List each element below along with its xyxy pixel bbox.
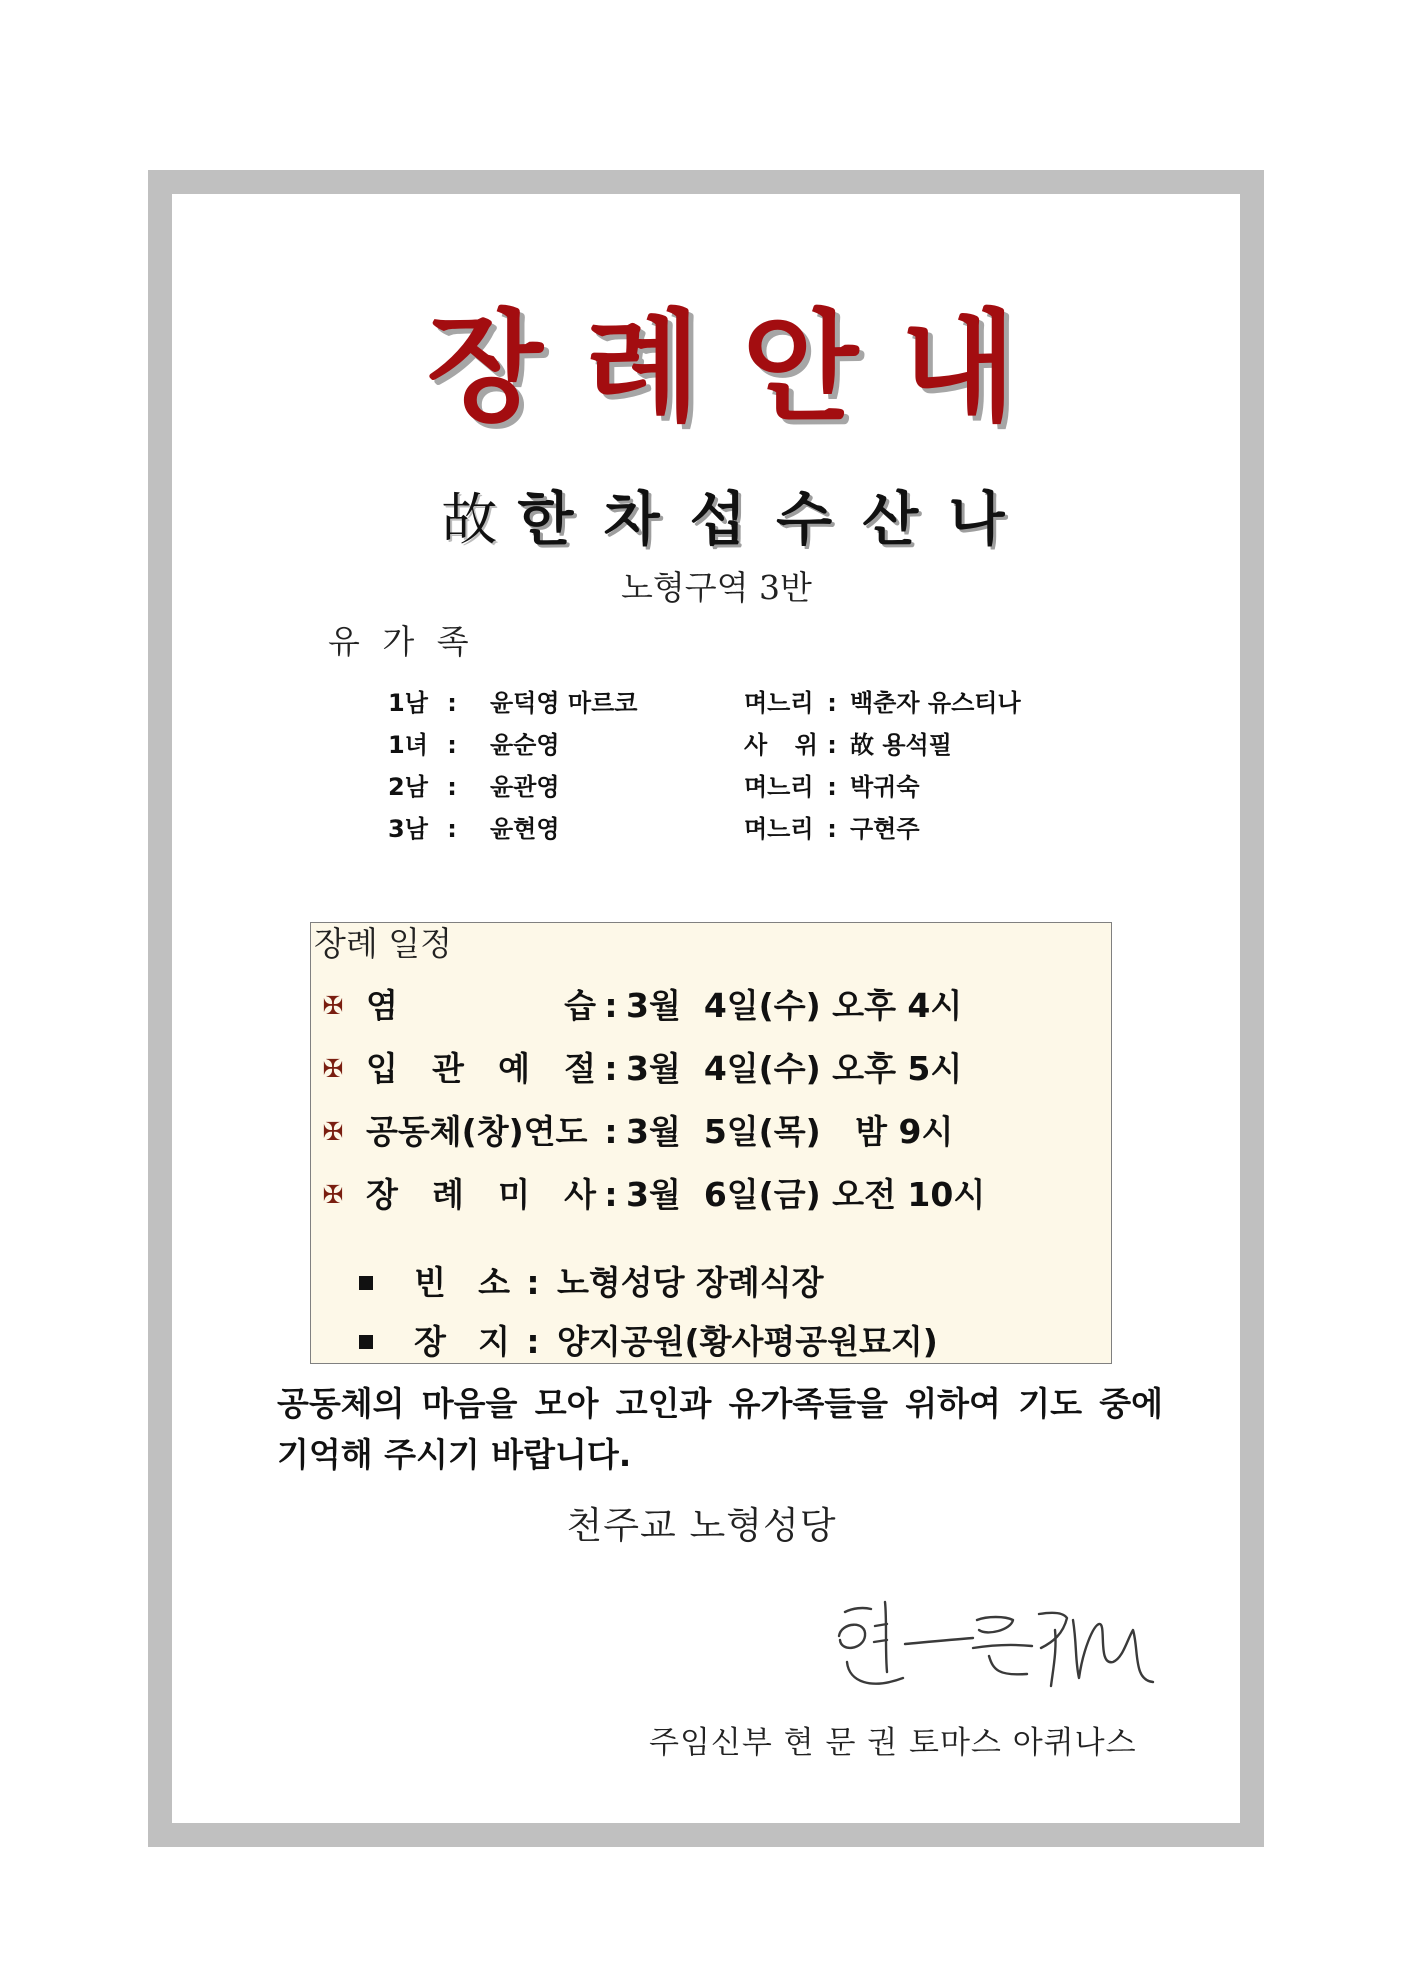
separator: : [447, 731, 457, 759]
schedule-item [311, 1107, 1111, 1157]
parish-name: 천주교 노형성당 [566, 1504, 837, 1547]
relation-label: 사 위 [744, 731, 818, 759]
separator: : [526, 1322, 540, 1361]
family-member-name: 故 용석필 [850, 731, 952, 759]
separator: : [447, 689, 457, 717]
pastor-signature-line: 주임신부 현 문 권 토마스 아퀴나스 [649, 1725, 1137, 1761]
maltese-cross-icon [319, 1107, 347, 1157]
schedule-item-label: 염 습 [366, 986, 596, 1025]
separator: : [827, 689, 837, 717]
place-item [311, 1317, 1111, 1367]
schedule-item-time: 3월 6일(금) 오전 10시 [626, 1175, 986, 1214]
relation-label: 3남 [388, 815, 428, 843]
separator: : [827, 815, 837, 843]
square-bullet-icon [359, 1335, 373, 1349]
maltese-cross-icon [319, 1044, 347, 1094]
family-member-name: 윤현영 [490, 815, 560, 843]
deceased-name: 한 차 섭 수 산 나 [517, 485, 1010, 553]
schedule-item-time: 3월 4일(수) 오후 5시 [626, 1049, 963, 1088]
handwritten-signature-icon [827, 1590, 1158, 1705]
deceased-name-line [48, 484, 1403, 554]
schedule-item-time: 3월 4일(수) 오후 4시 [626, 986, 963, 1025]
schedule-item [311, 1044, 1111, 1094]
place-value: 노형성당 장례식장 [557, 1263, 824, 1302]
relation-label: 며느리 [744, 773, 814, 801]
separator: : [827, 773, 837, 801]
separator: : [526, 1263, 540, 1302]
family-member-name: 윤순영 [490, 731, 560, 759]
family-member-name: 윤덕영 마르코 [490, 689, 638, 717]
funeral-schedule-box [310, 922, 1112, 1364]
place-label: 빈 소 [414, 1263, 510, 1302]
schedule-item [311, 981, 1111, 1031]
family-row [0, 724, 1403, 766]
place-item [311, 1258, 1111, 1308]
separator: : [447, 815, 457, 843]
schedule-item-time: 3월 5일(목) 밤 9시 [626, 1112, 954, 1151]
family-heading: 유 가 족 [328, 622, 475, 661]
relation-label: 며느리 [744, 815, 814, 843]
schedule-item [311, 1170, 1111, 1220]
message-line: 공동체의 마음을 모아 고인과 유가족들을 위하여 기도 중에 [277, 1384, 1163, 1423]
family-row [0, 808, 1403, 850]
maltese-cross-icon [319, 981, 347, 1031]
maltese-cross-icon [319, 1170, 347, 1220]
separator: : [604, 986, 618, 1025]
separator: : [604, 1112, 618, 1151]
separator: : [604, 1175, 618, 1214]
relation-label: 2남 [388, 773, 428, 801]
place-value: 양지공원(황사평공원묘지) [557, 1322, 938, 1361]
prayer-request-message [277, 1378, 1163, 1480]
schedule-item-label: 공동체(창)연도 [366, 1112, 588, 1151]
family-member-name: 박귀숙 [850, 773, 920, 801]
family-member-name: 백춘자 유스티나 [850, 689, 1021, 717]
square-bullet-icon [359, 1276, 373, 1290]
place-label: 장 지 [414, 1322, 510, 1361]
separator: : [447, 773, 457, 801]
family-row [0, 766, 1403, 808]
deceased-prefix: 故 [441, 488, 498, 553]
family-member-name: 윤관영 [490, 773, 560, 801]
relation-label: 1녀 [388, 731, 428, 759]
family-row [0, 682, 1403, 724]
notice-title: 장 례 안 내 [426, 299, 1016, 438]
separator: : [827, 731, 837, 759]
relation-label: 며느리 [744, 689, 814, 717]
separator: : [604, 1049, 618, 1088]
family-member-name: 구현주 [850, 815, 920, 843]
schedule-item-label: 장 례 미 사 [366, 1175, 596, 1214]
district-label: 노형구역 3반 [621, 568, 812, 607]
schedule-item-label: 입 관 예 절 [366, 1049, 596, 1088]
message-line: 기억해 주시기 바랍니다. [277, 1435, 632, 1474]
schedule-heading: 장례 일정 [314, 924, 453, 963]
relation-label: 1남 [388, 689, 428, 717]
